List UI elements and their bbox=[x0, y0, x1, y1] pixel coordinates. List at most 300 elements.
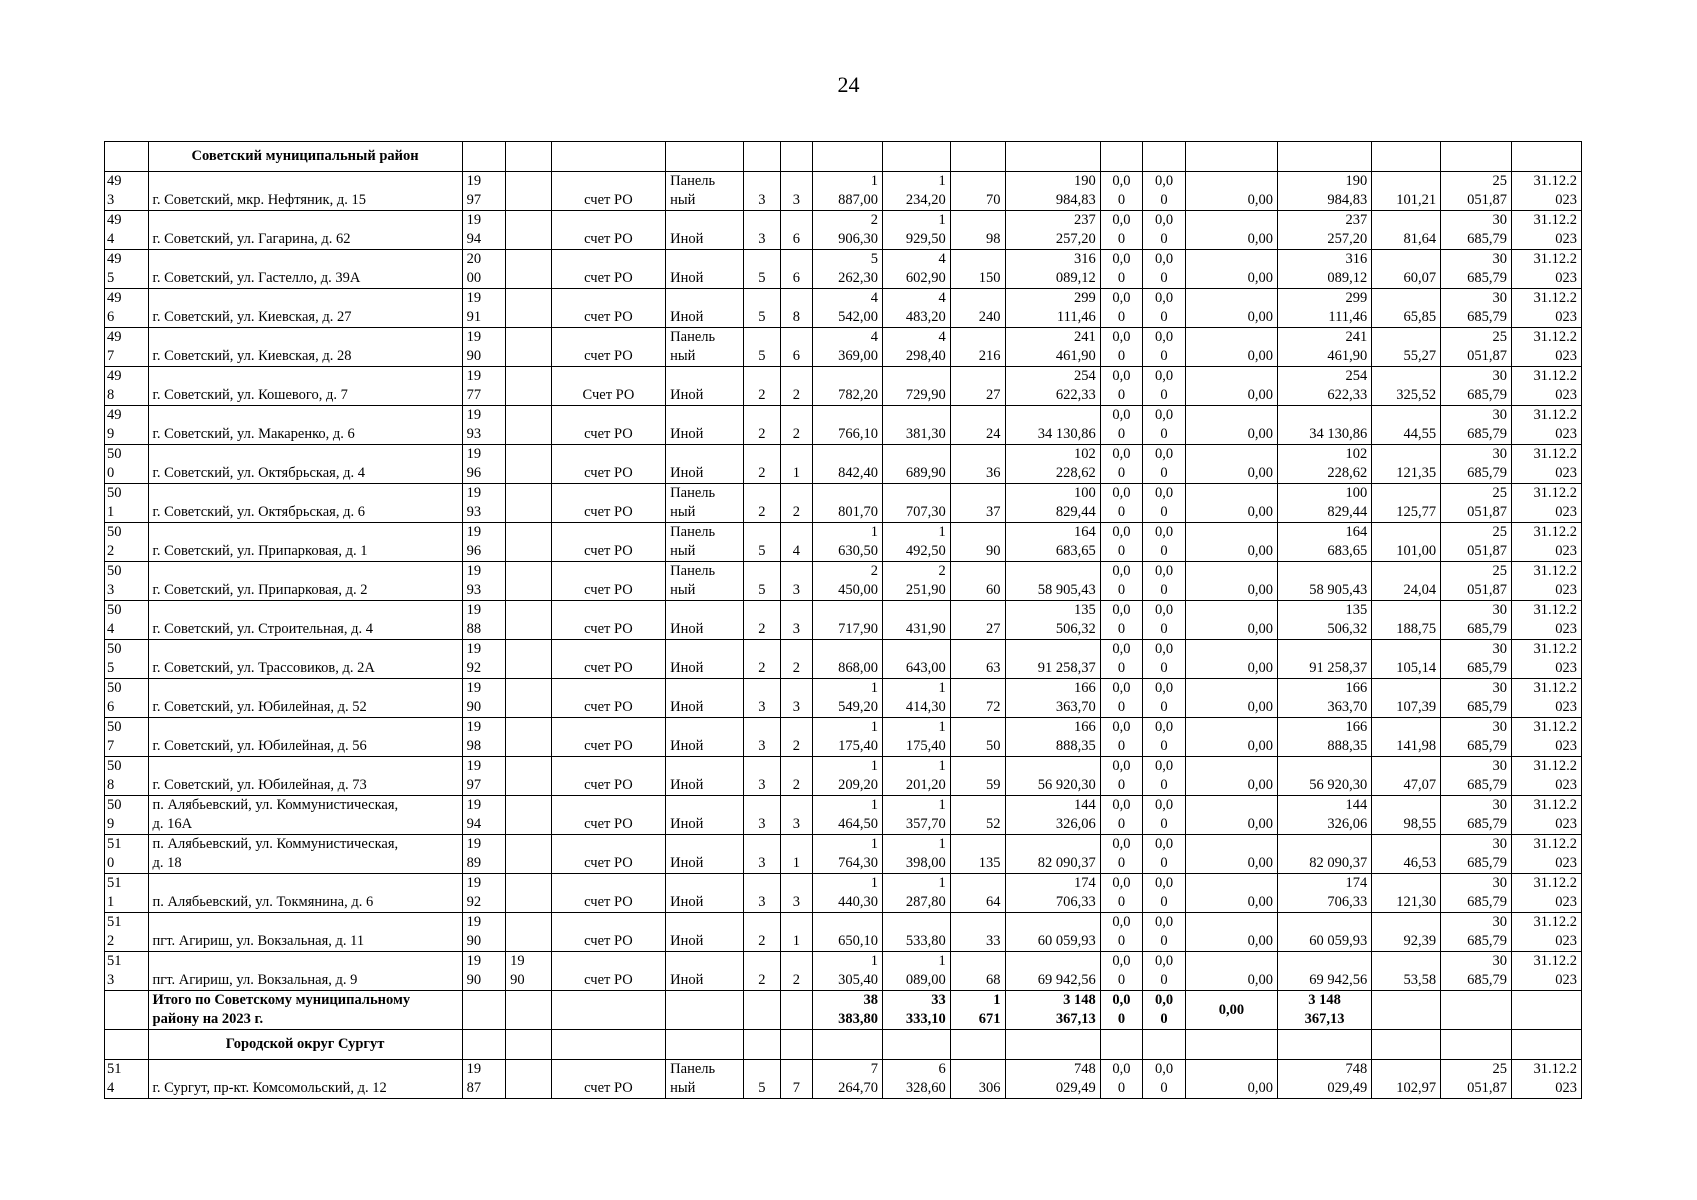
section-empty-cell bbox=[1143, 142, 1186, 172]
municipal-funds-cell: 0,00 bbox=[1185, 367, 1277, 406]
section-title: Городской округ Сургут bbox=[148, 1030, 462, 1060]
municipal-funds-cell: 0,00 bbox=[1185, 289, 1277, 328]
owner-funds-cell: 102 228,62 bbox=[1277, 445, 1371, 484]
commissioning-year-cell: 19 90 bbox=[462, 913, 506, 952]
living-area-cell: 6 328,60 bbox=[882, 1060, 950, 1099]
living-area-cell: 1 201,20 bbox=[882, 757, 950, 796]
commissioning-year-cell: 19 90 bbox=[462, 952, 506, 991]
living-area-cell: 1 175,40 bbox=[882, 718, 950, 757]
entrances-cell: 1 bbox=[780, 835, 812, 874]
total-empty-cell bbox=[780, 991, 812, 1030]
cost-per-m2-cell: 107,39 bbox=[1372, 679, 1441, 718]
cost-total-cell: 58 905,43 bbox=[1005, 562, 1100, 601]
cost-per-m2-cell: 47,07 bbox=[1372, 757, 1441, 796]
reconstruction-year-cell bbox=[506, 523, 552, 562]
account-type-cell: счет РО bbox=[551, 250, 665, 289]
section-empty-cell bbox=[780, 1030, 812, 1060]
federal-funds-cell: 0,0 0 bbox=[1100, 367, 1143, 406]
row-number-cell: 50 8 bbox=[105, 757, 149, 796]
row-number-cell: 49 5 bbox=[105, 250, 149, 289]
regional-funds-cell: 0,0 0 bbox=[1143, 874, 1186, 913]
municipal-funds-cell: 0,00 bbox=[1185, 640, 1277, 679]
row-number-cell: 50 5 bbox=[105, 640, 149, 679]
entrances-cell: 3 bbox=[780, 874, 812, 913]
cost-per-m2-cell: 24,04 bbox=[1372, 562, 1441, 601]
residents-cell: 72 bbox=[950, 679, 1005, 718]
section-empty-cell bbox=[551, 1030, 665, 1060]
residents-cell: 70 bbox=[950, 172, 1005, 211]
regional-funds-cell: 0,0 0 bbox=[1143, 640, 1186, 679]
cost-total-cell: 91 258,37 bbox=[1005, 640, 1100, 679]
living-area-cell: 2 251,90 bbox=[882, 562, 950, 601]
owner-funds-cell: 174 706,33 bbox=[1277, 874, 1371, 913]
table-row bbox=[105, 406, 1582, 445]
reconstruction-year-cell bbox=[506, 601, 552, 640]
address-cell: г. Советский, ул. Кошевого, д. 7 bbox=[148, 367, 462, 406]
municipal-funds-cell: 0,00 bbox=[1185, 211, 1277, 250]
regional-funds-cell: 0,0 0 bbox=[1143, 952, 1186, 991]
account-type-cell: счет РО bbox=[551, 445, 665, 484]
living-area-cell: 381,30 bbox=[882, 406, 950, 445]
cost-per-m2-cell: 125,77 bbox=[1372, 484, 1441, 523]
cost-total-cell: 135 506,32 bbox=[1005, 601, 1100, 640]
account-type-cell: счет РО bbox=[551, 913, 665, 952]
reconstruction-year-cell bbox=[506, 718, 552, 757]
cost-limit-cell: 30 685,79 bbox=[1441, 913, 1512, 952]
residents-cell: 150 bbox=[950, 250, 1005, 289]
table-row bbox=[105, 523, 1582, 562]
owner-funds-cell: 56 920,30 bbox=[1277, 757, 1371, 796]
total-area-cell: 868,00 bbox=[813, 640, 883, 679]
deadline-cell: 31.12.2 023 bbox=[1511, 913, 1581, 952]
living-area-cell: 4 602,90 bbox=[882, 250, 950, 289]
cost-total-cell: 241 461,90 bbox=[1005, 328, 1100, 367]
table-body bbox=[105, 142, 1582, 1099]
total-living-area-cell: 33 333,10 bbox=[882, 991, 950, 1030]
regional-funds-cell: 0,0 0 bbox=[1143, 289, 1186, 328]
wall-material-cell: Иной bbox=[666, 952, 744, 991]
total-residents-cell: 1 671 bbox=[950, 991, 1005, 1030]
address-cell: г. Советский, мкр. Нефтяник, д. 15 bbox=[148, 172, 462, 211]
section-title: Советский муниципальный район bbox=[148, 142, 462, 172]
entrances-cell: 6 bbox=[780, 328, 812, 367]
owner-funds-cell: 34 130,86 bbox=[1277, 406, 1371, 445]
account-type-cell: счет РО bbox=[551, 328, 665, 367]
wall-material-cell: Панель ный bbox=[666, 328, 744, 367]
section-empty-cell bbox=[780, 142, 812, 172]
residents-cell: 98 bbox=[950, 211, 1005, 250]
municipal-funds-cell: 0,00 bbox=[1185, 328, 1277, 367]
address-cell: п. Алябьевский, ул. Коммунистическая, д. 16А bbox=[148, 796, 462, 835]
deadline-cell: 31.12.2 023 bbox=[1511, 952, 1581, 991]
municipal-funds-cell: 0,00 bbox=[1185, 718, 1277, 757]
commissioning-year-cell: 19 93 bbox=[462, 484, 506, 523]
regional-funds-cell: 0,0 0 bbox=[1143, 562, 1186, 601]
owner-funds-cell: 166 363,70 bbox=[1277, 679, 1371, 718]
total-empty-cell bbox=[1372, 991, 1441, 1030]
table-row bbox=[105, 1060, 1582, 1099]
total-area-cell: 782,20 bbox=[813, 367, 883, 406]
regional-funds-cell: 0,0 0 bbox=[1143, 796, 1186, 835]
wall-material-cell: Иной bbox=[666, 835, 744, 874]
deadline-cell: 31.12.2 023 bbox=[1511, 796, 1581, 835]
living-area-cell: 1 492,50 bbox=[882, 523, 950, 562]
cost-per-m2-cell: 101,00 bbox=[1372, 523, 1441, 562]
total-area-cell: 1 175,40 bbox=[813, 718, 883, 757]
section-empty-cell bbox=[1372, 1030, 1441, 1060]
entrances-cell: 6 bbox=[780, 250, 812, 289]
federal-funds-cell: 0,0 0 bbox=[1100, 913, 1143, 952]
owner-funds-cell: 254 622,33 bbox=[1277, 367, 1371, 406]
section-empty-cell bbox=[1005, 142, 1100, 172]
total-empty-cell bbox=[1441, 991, 1512, 1030]
living-area-cell: 1 234,20 bbox=[882, 172, 950, 211]
regional-funds-cell: 0,0 0 bbox=[1143, 835, 1186, 874]
wall-material-cell: Иной bbox=[666, 640, 744, 679]
cost-limit-cell: 30 685,79 bbox=[1441, 640, 1512, 679]
row-number-cell: 50 4 bbox=[105, 601, 149, 640]
section-empty-cell bbox=[1185, 142, 1277, 172]
owner-funds-cell: 69 942,56 bbox=[1277, 952, 1371, 991]
table-row bbox=[105, 445, 1582, 484]
reconstruction-year-cell bbox=[506, 679, 552, 718]
deadline-cell: 31.12.2 023 bbox=[1511, 211, 1581, 250]
account-type-cell: счет РО bbox=[551, 718, 665, 757]
cost-limit-cell: 30 685,79 bbox=[1441, 796, 1512, 835]
federal-funds-cell: 0,0 0 bbox=[1100, 601, 1143, 640]
table-row bbox=[105, 796, 1582, 835]
municipal-funds-cell: 0,00 bbox=[1185, 1060, 1277, 1099]
federal-funds-cell: 0,0 0 bbox=[1100, 289, 1143, 328]
row-number-cell: 50 9 bbox=[105, 796, 149, 835]
entrances-cell: 3 bbox=[780, 796, 812, 835]
deadline-cell: 31.12.2 023 bbox=[1511, 718, 1581, 757]
federal-funds-cell: 0,0 0 bbox=[1100, 796, 1143, 835]
address-cell: г. Советский, ул. Киевская, д. 27 bbox=[148, 289, 462, 328]
floors-cell: 5 bbox=[744, 328, 780, 367]
total-row bbox=[105, 991, 1582, 1030]
owner-funds-cell: 190 984,83 bbox=[1277, 172, 1371, 211]
cost-total-cell: 82 090,37 bbox=[1005, 835, 1100, 874]
capital-repair-table bbox=[104, 141, 1582, 1099]
total-empty-cell bbox=[744, 991, 780, 1030]
total-area-cell: 5 262,30 bbox=[813, 250, 883, 289]
row-number-cell: 50 0 bbox=[105, 445, 149, 484]
cost-limit-cell: 30 685,79 bbox=[1441, 874, 1512, 913]
section-empty-cell bbox=[506, 142, 552, 172]
deadline-cell: 31.12.2 023 bbox=[1511, 601, 1581, 640]
total-empty-cell bbox=[462, 991, 506, 1030]
cost-total-cell: 237 257,20 bbox=[1005, 211, 1100, 250]
cost-total-cell: 166 888,35 bbox=[1005, 718, 1100, 757]
wall-material-cell: Иной bbox=[666, 679, 744, 718]
floors-cell: 5 bbox=[744, 289, 780, 328]
section-empty-cell bbox=[1511, 142, 1581, 172]
residents-cell: 27 bbox=[950, 367, 1005, 406]
municipal-funds-cell: 0,00 bbox=[1185, 172, 1277, 211]
residents-cell: 135 bbox=[950, 835, 1005, 874]
cost-limit-cell: 30 685,79 bbox=[1441, 952, 1512, 991]
reconstruction-year-cell bbox=[506, 757, 552, 796]
owner-funds-cell: 299 111,46 bbox=[1277, 289, 1371, 328]
floors-cell: 2 bbox=[744, 406, 780, 445]
reconstruction-year-cell bbox=[506, 562, 552, 601]
address-cell: г. Советский, ул. Припарковая, д. 1 bbox=[148, 523, 462, 562]
section-empty-cell bbox=[744, 1030, 780, 1060]
regional-funds-cell: 0,0 0 bbox=[1143, 484, 1186, 523]
address-cell: г. Советский, ул. Строительная, д. 4 bbox=[148, 601, 462, 640]
federal-funds-cell: 0,0 0 bbox=[1100, 874, 1143, 913]
reconstruction-year-cell: 19 90 bbox=[506, 952, 552, 991]
deadline-cell: 31.12.2 023 bbox=[1511, 835, 1581, 874]
reconstruction-year-cell bbox=[506, 172, 552, 211]
account-type-cell: счет РО bbox=[551, 796, 665, 835]
municipal-funds-cell: 0,00 bbox=[1185, 796, 1277, 835]
total-regional-cell: 0,0 0 bbox=[1143, 991, 1186, 1030]
regional-funds-cell: 0,0 0 bbox=[1143, 913, 1186, 952]
living-area-cell: 707,30 bbox=[882, 484, 950, 523]
wall-material-cell: Иной bbox=[666, 289, 744, 328]
cost-per-m2-cell: 44,55 bbox=[1372, 406, 1441, 445]
row-number-cell: 49 7 bbox=[105, 328, 149, 367]
section-empty-cell bbox=[1100, 142, 1143, 172]
residents-cell: 37 bbox=[950, 484, 1005, 523]
floors-cell: 3 bbox=[744, 172, 780, 211]
wall-material-cell: Иной bbox=[666, 757, 744, 796]
cost-per-m2-cell: 105,14 bbox=[1372, 640, 1441, 679]
reconstruction-year-cell bbox=[506, 367, 552, 406]
cost-limit-cell: 30 685,79 bbox=[1441, 445, 1512, 484]
reconstruction-year-cell bbox=[506, 874, 552, 913]
wall-material-cell: Панель ный bbox=[666, 484, 744, 523]
reconstruction-year-cell bbox=[506, 328, 552, 367]
section-empty-cell bbox=[882, 1030, 950, 1060]
section-empty-cell bbox=[1277, 142, 1371, 172]
table-row bbox=[105, 367, 1582, 406]
table-row bbox=[105, 328, 1582, 367]
section-empty-cell bbox=[1441, 142, 1512, 172]
municipal-funds-cell: 0,00 bbox=[1185, 952, 1277, 991]
owner-funds-cell: 91 258,37 bbox=[1277, 640, 1371, 679]
residents-cell: 50 bbox=[950, 718, 1005, 757]
commissioning-year-cell: 19 97 bbox=[462, 757, 506, 796]
cost-per-m2-cell: 98,55 bbox=[1372, 796, 1441, 835]
address-cell: г. Советский, ул. Октябрьская, д. 6 bbox=[148, 484, 462, 523]
reconstruction-year-cell bbox=[506, 289, 552, 328]
cost-total-cell: 34 130,86 bbox=[1005, 406, 1100, 445]
wall-material-cell: Иной bbox=[666, 796, 744, 835]
regional-funds-cell: 0,0 0 bbox=[1143, 367, 1186, 406]
row-number-cell: 50 1 bbox=[105, 484, 149, 523]
floors-cell: 5 bbox=[744, 562, 780, 601]
table-row bbox=[105, 679, 1582, 718]
floors-cell: 3 bbox=[744, 757, 780, 796]
residents-cell: 60 bbox=[950, 562, 1005, 601]
owner-funds-cell: 748 029,49 bbox=[1277, 1060, 1371, 1099]
cost-per-m2-cell: 121,30 bbox=[1372, 874, 1441, 913]
municipal-funds-cell: 0,00 bbox=[1185, 445, 1277, 484]
table-row bbox=[105, 718, 1582, 757]
municipal-funds-cell: 0,00 bbox=[1185, 484, 1277, 523]
total-area-cell: 1 464,50 bbox=[813, 796, 883, 835]
regional-funds-cell: 0,0 0 bbox=[1143, 406, 1186, 445]
row-number-cell: 51 2 bbox=[105, 913, 149, 952]
row-number-cell: 50 7 bbox=[105, 718, 149, 757]
cost-per-m2-cell: 188,75 bbox=[1372, 601, 1441, 640]
address-cell: п. Алябьевский, ул. Коммунистическая, д. 18 bbox=[148, 835, 462, 874]
living-area-cell: 1 089,00 bbox=[882, 952, 950, 991]
wall-material-cell: Панель ный bbox=[666, 562, 744, 601]
section-empty-cell bbox=[950, 1030, 1005, 1060]
reconstruction-year-cell bbox=[506, 913, 552, 952]
table-row bbox=[105, 835, 1582, 874]
living-area-cell: 689,90 bbox=[882, 445, 950, 484]
deadline-cell: 31.12.2 023 bbox=[1511, 679, 1581, 718]
deadline-cell: 31.12.2 023 bbox=[1511, 328, 1581, 367]
municipal-funds-cell: 0,00 bbox=[1185, 679, 1277, 718]
section-empty-cell bbox=[462, 142, 506, 172]
regional-funds-cell: 0,0 0 bbox=[1143, 328, 1186, 367]
address-cell: г. Советский, ул. Юбилейная, д. 73 bbox=[148, 757, 462, 796]
total-area-cell: 1 209,20 bbox=[813, 757, 883, 796]
regional-funds-cell: 0,0 0 bbox=[1143, 250, 1186, 289]
entrances-cell: 4 bbox=[780, 523, 812, 562]
total-empty-cell bbox=[551, 991, 665, 1030]
cost-per-m2-cell: 325,52 bbox=[1372, 367, 1441, 406]
table-row bbox=[105, 913, 1582, 952]
address-cell: пгт. Агириш, ул. Вокзальная, д. 11 bbox=[148, 913, 462, 952]
federal-funds-cell: 0,0 0 bbox=[1100, 679, 1143, 718]
cost-limit-cell: 25 051,87 bbox=[1441, 523, 1512, 562]
residents-cell: 52 bbox=[950, 796, 1005, 835]
section-empty-cell bbox=[1143, 1030, 1186, 1060]
row-number-cell: 49 4 bbox=[105, 211, 149, 250]
federal-funds-cell: 0,0 0 bbox=[1100, 172, 1143, 211]
deadline-cell: 31.12.2 023 bbox=[1511, 562, 1581, 601]
cost-per-m2-cell: 92,39 bbox=[1372, 913, 1441, 952]
municipal-funds-cell: 0,00 bbox=[1185, 562, 1277, 601]
reconstruction-year-cell bbox=[506, 406, 552, 445]
residents-cell: 63 bbox=[950, 640, 1005, 679]
cost-limit-cell: 30 685,79 bbox=[1441, 679, 1512, 718]
living-area-cell: 1 414,30 bbox=[882, 679, 950, 718]
section-empty-cell bbox=[1185, 1030, 1277, 1060]
living-area-cell: 4 298,40 bbox=[882, 328, 950, 367]
deadline-cell: 31.12.2 023 bbox=[1511, 757, 1581, 796]
total-area-cell: 1 764,30 bbox=[813, 835, 883, 874]
wall-material-cell: Иной bbox=[666, 367, 744, 406]
total-area-cell: 1 440,30 bbox=[813, 874, 883, 913]
living-area-cell: 1 287,80 bbox=[882, 874, 950, 913]
table-row bbox=[105, 640, 1582, 679]
total-federal-cell: 0,0 0 bbox=[1100, 991, 1143, 1030]
address-cell: г. Советский, ул. Гастелло, д. 39А bbox=[148, 250, 462, 289]
cost-limit-cell: 30 685,79 bbox=[1441, 406, 1512, 445]
reconstruction-year-cell bbox=[506, 445, 552, 484]
living-area-cell: 729,90 bbox=[882, 367, 950, 406]
total-area-cell: 650,10 bbox=[813, 913, 883, 952]
address-cell: пгт. Агириш, ул. Вокзальная, д. 9 bbox=[148, 952, 462, 991]
federal-funds-cell: 0,0 0 bbox=[1100, 718, 1143, 757]
wall-material-cell: Панель ный bbox=[666, 1060, 744, 1099]
federal-funds-cell: 0,0 0 bbox=[1100, 250, 1143, 289]
cost-per-m2-cell: 53,58 bbox=[1372, 952, 1441, 991]
deadline-cell: 31.12.2 023 bbox=[1511, 484, 1581, 523]
table-row bbox=[105, 601, 1582, 640]
owner-funds-cell: 316 089,12 bbox=[1277, 250, 1371, 289]
entrances-cell: 3 bbox=[780, 601, 812, 640]
municipal-funds-cell: 0,00 bbox=[1185, 523, 1277, 562]
regional-funds-cell: 0,0 0 bbox=[1143, 757, 1186, 796]
federal-funds-cell: 0,0 0 bbox=[1100, 523, 1143, 562]
federal-funds-cell: 0,0 0 bbox=[1100, 562, 1143, 601]
section-empty-cell bbox=[1005, 1030, 1100, 1060]
floors-cell: 2 bbox=[744, 640, 780, 679]
reconstruction-year-cell bbox=[506, 796, 552, 835]
deadline-cell: 31.12.2 023 bbox=[1511, 445, 1581, 484]
owner-funds-cell: 144 326,06 bbox=[1277, 796, 1371, 835]
account-type-cell: счет РО bbox=[551, 406, 665, 445]
account-type-cell: счет РО bbox=[551, 601, 665, 640]
deadline-cell: 31.12.2 023 bbox=[1511, 523, 1581, 562]
address-cell: г. Советский, ул. Юбилейная, д. 56 bbox=[148, 718, 462, 757]
total-area-cell: 766,10 bbox=[813, 406, 883, 445]
deadline-cell: 31.12.2 023 bbox=[1511, 640, 1581, 679]
living-area-cell: 431,90 bbox=[882, 601, 950, 640]
cost-limit-cell: 25 051,87 bbox=[1441, 172, 1512, 211]
total-empty-cell bbox=[1511, 991, 1581, 1030]
table-row bbox=[105, 211, 1582, 250]
section-empty-cell bbox=[1277, 1030, 1371, 1060]
wall-material-cell: Иной bbox=[666, 601, 744, 640]
commissioning-year-cell: 19 97 bbox=[462, 172, 506, 211]
owner-funds-cell: 166 888,35 bbox=[1277, 718, 1371, 757]
federal-funds-cell: 0,0 0 bbox=[1100, 952, 1143, 991]
total-area-cell: 38 383,80 bbox=[813, 991, 883, 1030]
account-type-cell: счет РО bbox=[551, 640, 665, 679]
table-row bbox=[105, 172, 1582, 211]
total-area-cell: 1 549,20 bbox=[813, 679, 883, 718]
floors-cell: 3 bbox=[744, 874, 780, 913]
deadline-cell: 31.12.2 023 bbox=[1511, 289, 1581, 328]
page-number: 24 bbox=[837, 72, 860, 97]
cost-limit-cell: 30 685,79 bbox=[1441, 601, 1512, 640]
floors-cell: 3 bbox=[744, 718, 780, 757]
cost-total-cell: 164 683,65 bbox=[1005, 523, 1100, 562]
address-cell: г. Советский, ул. Гагарина, д. 62 bbox=[148, 211, 462, 250]
reconstruction-year-cell bbox=[506, 640, 552, 679]
total-area-cell: 1 630,50 bbox=[813, 523, 883, 562]
account-type-cell: счет РО bbox=[551, 952, 665, 991]
wall-material-cell: Иной bbox=[666, 913, 744, 952]
reconstruction-year-cell bbox=[506, 1060, 552, 1099]
cost-limit-cell: 25 051,87 bbox=[1441, 1060, 1512, 1099]
residents-cell: 33 bbox=[950, 913, 1005, 952]
address-cell: г. Сургут, пр-кт. Комсомольский, д. 12 bbox=[148, 1060, 462, 1099]
commissioning-year-cell: 19 98 bbox=[462, 718, 506, 757]
deadline-cell: 31.12.2 023 bbox=[1511, 367, 1581, 406]
entrances-cell: 3 bbox=[780, 172, 812, 211]
total-cost-cell: 3 148 367,13 bbox=[1005, 991, 1100, 1030]
deadline-cell: 31.12.2 023 bbox=[1511, 406, 1581, 445]
cost-total-cell: 174 706,33 bbox=[1005, 874, 1100, 913]
commissioning-year-cell: 19 96 bbox=[462, 523, 506, 562]
commissioning-year-cell: 19 90 bbox=[462, 679, 506, 718]
living-area-cell: 4 483,20 bbox=[882, 289, 950, 328]
account-type-cell: счет РО bbox=[551, 679, 665, 718]
floors-cell: 3 bbox=[744, 835, 780, 874]
row-number-cell: 50 6 bbox=[105, 679, 149, 718]
